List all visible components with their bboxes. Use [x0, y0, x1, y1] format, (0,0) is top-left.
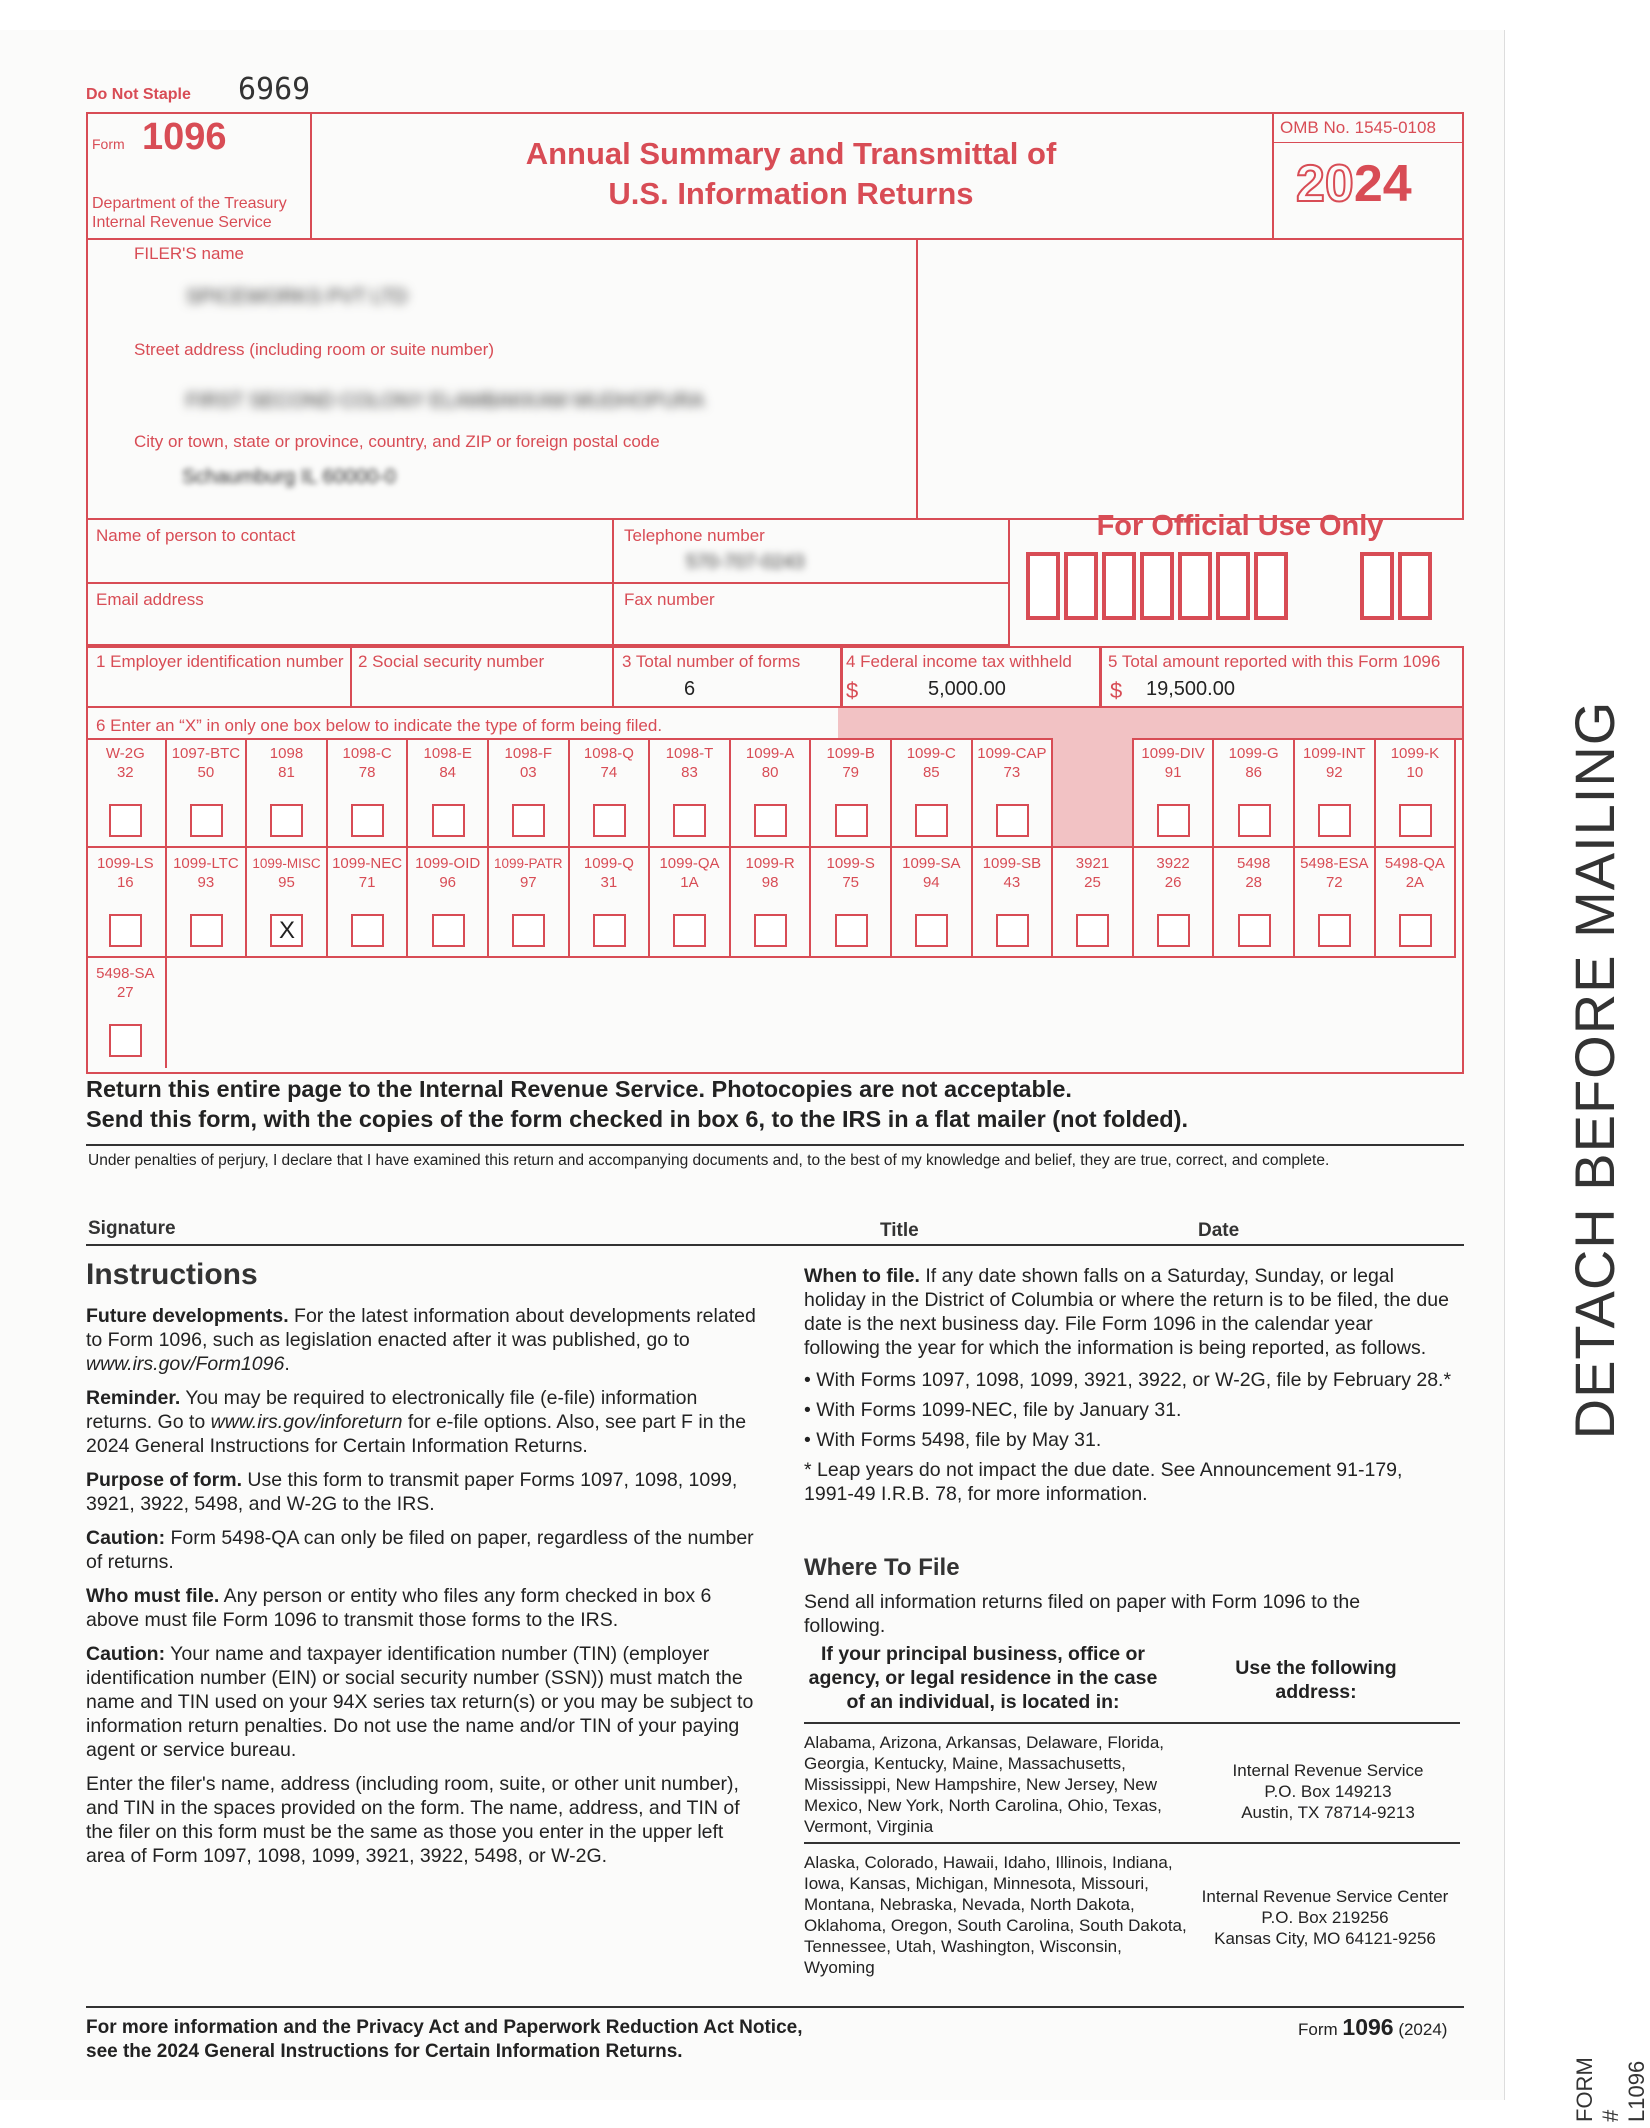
- who-must-file: [86, 1584, 762, 1632]
- form-type-code: 16: [116, 874, 134, 891]
- footer-divider: [86, 2006, 1464, 2008]
- address-2: [1180, 1886, 1470, 1949]
- privacy-line-2: see the 2024 General Instructions for Certain Information Returns.: [86, 2041, 683, 2062]
- form-type-name: 3921: [1075, 855, 1110, 872]
- form-type-code: 81: [278, 764, 295, 781]
- form-type-name: 1098-T: [665, 745, 714, 762]
- form-type-checkbox[interactable]: [1157, 914, 1190, 947]
- form-type-name: 1099-PATR: [494, 856, 563, 871]
- form-type-cell: [731, 848, 812, 958]
- form-type-name: 5498: [1237, 855, 1271, 872]
- form-type-cell: [570, 738, 651, 848]
- reminder-end: for e-file options. Also, see part F in the 2024 General Instructions for Certain Information Returns.: [86, 1411, 747, 1457]
- states-group-2: Alaska, Colorado, Hawaii, Idaho, Illinois, Indiana, Iowa, Kansas, Michigan, Minnesota, Missouri, Montana, Nebraska, Nevada, North Dakota, Oklahoma, Oregon, South Carolina, South Dakota, Tennessee, Utah, Washington, Wisconsin, Wyoming: [804, 1853, 1187, 1977]
- detach-notice: DETACH BEFORE MAILING: [1563, 700, 1626, 1440]
- form-type-checkbox[interactable]: [109, 804, 142, 837]
- caution-1-bold: Caution:: [86, 1527, 166, 1549]
- form-sheet: [0, 30, 1649, 2122]
- instructions-heading: Instructions: [86, 1258, 258, 1291]
- address-2-line-1: Internal Revenue Service Center: [1201, 1887, 1449, 1906]
- do-not-staple: Do Not Staple: [86, 86, 191, 103]
- form-type-name: 1098-F: [504, 745, 553, 762]
- filer-name-label: FILER'S name: [134, 244, 245, 263]
- form-type-name: 1099-NEC: [332, 855, 403, 872]
- form-type-cell: [731, 738, 812, 848]
- footer-form-id: [1298, 2014, 1447, 2041]
- official-box: [1102, 552, 1136, 620]
- total-amount-label: 5 Total amount reported with this Form 1096: [1108, 652, 1441, 671]
- form-type-cell: [892, 738, 973, 848]
- form-type-name: 5498-QA: [1384, 855, 1445, 872]
- form-type-checkbox[interactable]: [996, 804, 1029, 837]
- official-use-heading: For Official Use Only: [1096, 510, 1384, 542]
- form-type-checkbox[interactable]: [512, 914, 545, 947]
- form-title: [310, 134, 1272, 214]
- form-type-code: 25: [1084, 874, 1101, 891]
- form-type-name: 1098-Q: [583, 745, 634, 762]
- form-type-cell: [167, 848, 248, 958]
- form-type-name: 1098: [269, 745, 304, 762]
- states-group-1: Alabama, Arizona, Arkansas, Delaware, Florida, Georgia, Kentucky, Maine, Massachusetts, Mississippi, New Hampshire, New Jersey, New Mexico, New York, North Carolina, Ohio, Texas, Vermont, Virginia: [804, 1733, 1165, 1836]
- form-type-code: 28: [1245, 874, 1263, 891]
- department: [92, 194, 287, 232]
- form-type-cell: [86, 848, 167, 958]
- form-type-cell: [86, 958, 167, 1068]
- form-type-cell: [328, 738, 409, 848]
- form-type-name: 1099-CAP: [977, 745, 1047, 762]
- form-type-checkbox[interactable]: [593, 914, 626, 947]
- where-col1-head: If your principal business, office or agency, or legal residence in the case of an individual, is located in:: [808, 1643, 1158, 1713]
- address-1-line-3: Austin, TX 78714-9213: [1241, 1803, 1415, 1822]
- address-1: [1196, 1760, 1460, 1823]
- form-type-cell: [1214, 848, 1295, 958]
- fax-label: Fax number: [624, 590, 715, 609]
- form-type-code: 98: [761, 874, 779, 891]
- form-type-checkbox[interactable]: [835, 914, 868, 947]
- form-type-name: 1099-S: [826, 855, 875, 872]
- form-type-checkbox[interactable]: [351, 914, 384, 947]
- form-type-checkbox[interactable]: [512, 804, 545, 837]
- future-bold: Future developments.: [86, 1305, 289, 1327]
- official-box: [1254, 552, 1288, 620]
- form-type-cell: [650, 738, 731, 848]
- form-type-checkbox[interactable]: [1318, 914, 1351, 947]
- signature-label: Signature: [88, 1218, 176, 1239]
- form-type-code: 80: [761, 764, 779, 781]
- form-type-code: 43: [1003, 874, 1021, 891]
- phone-label: Telephone number: [624, 526, 765, 545]
- form-type-name: 5498-SA: [96, 965, 155, 982]
- send-notice: Send this form, with the copies of the form checked in box 6, to the IRS in a flat mailer (not folded).: [86, 1106, 1188, 1132]
- form-type-cell: [1376, 738, 1457, 848]
- department-line-2: Internal Revenue Service: [92, 214, 272, 231]
- caution-2: [86, 1642, 762, 1762]
- form-type-checkbox[interactable]: [673, 914, 706, 947]
- form-type-checkbox[interactable]: [1157, 804, 1190, 837]
- where-to-file-text: Send all information returns filed on paper with Form 1096 to the following.: [804, 1591, 1361, 1637]
- divider: [86, 1144, 1464, 1146]
- caution-2-text: Your name and taxpayer identification number (TIN) (employer identification number (EIN) or social security number (SSN)) must match the name and TIN used on your 94X series tax return(s) or you may be subject to information return penalties. Do not use the name and/or TIN of your paying agent or service bureau.: [86, 1643, 754, 1761]
- reminder-text: You may be required to electronically file (e-file) information returns. Go to: [86, 1387, 698, 1433]
- form-type-checkbox[interactable]: [996, 914, 1029, 947]
- form-type-code: 96: [439, 874, 457, 891]
- form-type-code: 91: [1164, 764, 1182, 781]
- form-type-checkbox[interactable]: [1238, 804, 1271, 837]
- form-type-cell: [489, 738, 570, 848]
- when-text: If any date shown falls on a Saturday, Sunday, or legal holiday in the District of Columbia or where the return is to be filed, the due date is the next business day. File Form 1096 in the calendar year following the year for which the information is being reported, as follows.: [804, 1265, 1449, 1359]
- where-col2-head: Use the following address:: [1235, 1657, 1397, 1703]
- form-type-cell: [811, 848, 892, 958]
- form-type-cell: [247, 848, 328, 958]
- perjury-statement: Under penalties of perjury, I declare that I have examined this return and accompanying documents and, to the best of my knowledge and belief, they are true, correct, and complete.: [88, 1152, 1330, 1169]
- form-type-cell: [489, 848, 570, 958]
- privacy-line-1: For more information and the Privacy Act and Paperwork Reduction Act Notice,: [86, 2017, 803, 2038]
- form-type-code: 03: [519, 764, 537, 781]
- form-type-cell: [973, 848, 1054, 958]
- form-type-code: 1A: [680, 874, 699, 891]
- tax-year: [1296, 154, 1412, 214]
- form-type-name: 1099-K: [1390, 745, 1440, 762]
- privacy-notice: [86, 2016, 803, 2064]
- form-type-checkbox[interactable]: [673, 804, 706, 837]
- phone-value[interactable]: 570-707-0243: [686, 552, 805, 573]
- future-link[interactable]: www.irs.gov/Form1096: [86, 1353, 285, 1375]
- contact-name-label: Name of person to contact: [96, 526, 296, 545]
- form-type-cell: [650, 848, 731, 958]
- department-line-1: Department of the Treasury: [92, 195, 287, 212]
- form-type-code: 97: [519, 874, 537, 891]
- where-divider-1: [804, 1722, 1460, 1724]
- form-type-name: 1098-C: [342, 745, 392, 762]
- form-type-cell: [1376, 848, 1457, 958]
- total-amount-value[interactable]: 19,500.00: [1146, 678, 1235, 700]
- omb-number: OMB No. 1545-0108: [1280, 118, 1436, 137]
- caution-2-bold: Caution:: [86, 1643, 166, 1665]
- form-type-cell: [167, 738, 248, 848]
- leap-note: * Leap years do not impact the due date. See Announcement 91-179, 1991-49 I.R.B. 78, for more information.: [804, 1459, 1403, 1505]
- form-type-cell: [328, 848, 409, 958]
- address-1-line-2: P.O. Box 149213: [1264, 1782, 1392, 1801]
- form-type-checkbox[interactable]: [1399, 914, 1432, 947]
- instructions-right: [804, 1264, 1452, 1514]
- form-type-code: 74: [600, 764, 618, 781]
- form-type-checkbox[interactable]: [1076, 914, 1109, 947]
- total-amount-currency: $: [1110, 678, 1123, 703]
- form-type-code: 78: [358, 764, 376, 781]
- signature-line[interactable]: [86, 1244, 1464, 1246]
- form-type-name: 1099-OID: [415, 855, 481, 872]
- form-type-checkbox[interactable]: [915, 804, 948, 837]
- form-type-name: 1099-LS: [96, 855, 154, 872]
- notice-block: [86, 1074, 1188, 1134]
- due-bullet-1: • With Forms 1097, 1098, 1099, 3921, 3922, or W-2G, file by February 28.*: [804, 1369, 1452, 1391]
- form-type-name: 1099-R: [745, 855, 795, 872]
- purpose-bold: Purpose of form.: [86, 1469, 243, 1491]
- official-box: [1064, 552, 1098, 620]
- future-developments: [86, 1304, 762, 1376]
- form-type-name: 3922: [1156, 855, 1190, 872]
- form-type-name: 1099-A: [745, 745, 795, 762]
- when-to-file: [804, 1264, 1452, 1360]
- form-type-checkbox[interactable]: [190, 914, 223, 947]
- form-type-code: 31: [600, 874, 618, 891]
- form-type-cell: [1214, 738, 1295, 848]
- address-2-line-2: P.O. Box 219256: [1261, 1908, 1389, 1927]
- form-type-cell: [86, 738, 167, 848]
- due-bullet-3: • With Forms 5498, file by May 31.: [804, 1429, 1102, 1451]
- footer-form-prefix: Form: [1298, 2020, 1338, 2039]
- address-1-line-1: Internal Revenue Service: [1232, 1761, 1424, 1780]
- form-type-code: 73: [1003, 764, 1021, 781]
- form-type-name: 1099-SB: [982, 855, 1042, 872]
- form-type-checkbox[interactable]: [109, 1024, 142, 1057]
- who-bold: Who must file.: [86, 1585, 220, 1607]
- date-label: Date: [1198, 1220, 1240, 1241]
- email-label: Email address: [96, 590, 204, 609]
- address-2-line-3: Kansas City, MO 64121-9256: [1214, 1929, 1436, 1948]
- caution-1: [86, 1526, 762, 1574]
- form-type-cell: [973, 738, 1054, 848]
- form-type-code: 84: [439, 764, 457, 781]
- form-type-name: 1099-DIV: [1141, 745, 1205, 762]
- street-value[interactable]: FIRST SECOND COLONY ELAMBAKKAM MUDHOPURA: [186, 390, 705, 412]
- form-type-name: 1099-LTC: [173, 855, 239, 872]
- form-type-cell: [408, 848, 489, 958]
- form-type-code: 50: [197, 764, 215, 781]
- form-type-name: 1099-B: [826, 745, 875, 762]
- year-outline: 20: [1296, 155, 1354, 213]
- form-type-code: 92: [1325, 764, 1343, 781]
- street-label: Street address (including room or suite number): [134, 340, 494, 359]
- footer-form-year: (2024): [1398, 2020, 1448, 2039]
- form-type-checkbox[interactable]: [109, 914, 142, 947]
- form-type-name: W-2G: [105, 745, 145, 762]
- fed-tax-value[interactable]: 5,000.00: [928, 678, 1006, 700]
- official-box: [1216, 552, 1250, 620]
- caution-1-text: Form 5498-QA can only be filed on paper, regardless of the number of returns.: [86, 1527, 754, 1573]
- box-6-shade: [838, 708, 1462, 738]
- form-type-code: 83: [681, 764, 698, 781]
- form-type-code: 72: [1325, 874, 1343, 891]
- official-box: [1178, 552, 1212, 620]
- ssn-label: 2 Social security number: [358, 652, 545, 671]
- form-type-checkbox[interactable]: [432, 804, 465, 837]
- form-type-code: 95: [278, 874, 295, 891]
- form-type-code: 86: [1245, 764, 1263, 781]
- form-type-checkbox[interactable]: [835, 804, 868, 837]
- footer-form-number: 1096: [1342, 2014, 1394, 2040]
- form-type-checkbox[interactable]: X: [270, 914, 303, 947]
- form-type-checkbox[interactable]: [351, 804, 384, 837]
- form-type-name: 5498-ESA: [1300, 855, 1369, 872]
- form-type-code: 93: [197, 874, 215, 891]
- form-type-name: 1099-QA: [659, 855, 720, 872]
- title-label: Title: [880, 1220, 919, 1241]
- year-bold: 24: [1353, 155, 1412, 213]
- form-type-cell: [1295, 848, 1376, 958]
- official-box: [1398, 552, 1432, 620]
- form-type-code: 94: [922, 874, 940, 891]
- total-forms-label: 3 Total number of forms: [622, 652, 801, 671]
- form-type-checkbox[interactable]: [270, 804, 303, 837]
- side-form-code: FORM # L1096: [1572, 2057, 1649, 2122]
- form-number: 1096: [142, 116, 227, 158]
- reminder: [86, 1386, 762, 1458]
- form-type-cell: [811, 738, 892, 848]
- form-type-name: 1099-INT: [1303, 745, 1366, 762]
- form-type-name: 1097-BTC: [171, 745, 241, 762]
- form-type-code: 10: [1406, 764, 1424, 781]
- filer-name-value[interactable]: SPICEWORKS PVT LTD: [186, 286, 408, 308]
- form-type-cell: [570, 848, 651, 958]
- form-type-code: 27: [116, 984, 134, 1001]
- enter-filer: Enter the filer's name, address (including room, suite, or other unit number), and TIN in the spaces provided on the form. The name, address, and TIN of the filer on this form must be the same as those you enter in the upper left area of Form 1097, 1098, 1099, 3921, 3922, 5498, or W-2G.: [86, 1773, 740, 1867]
- fed-tax-currency: $: [846, 678, 859, 703]
- form-type-cell: [408, 738, 489, 848]
- instructions-left: [86, 1304, 762, 1868]
- city-label: City or town, state or province, country, and ZIP or foreign postal code: [134, 432, 660, 451]
- official-box: [1360, 552, 1394, 620]
- official-box: [1026, 552, 1060, 620]
- form-prefix: Form: [92, 136, 125, 152]
- form-type-checkbox[interactable]: [1399, 804, 1432, 837]
- title-line-1: Annual Summary and Transmittal of: [525, 136, 1057, 171]
- return-notice: Return this entire page to the Internal Revenue Service. Photocopies are not acceptable.: [86, 1076, 1072, 1102]
- form-type-name: 1099-MISC: [252, 856, 321, 871]
- purpose: [86, 1468, 762, 1516]
- future-end: .: [284, 1353, 290, 1375]
- form-type-code: 71: [358, 874, 376, 891]
- ein-label: 1 Employer identification number: [96, 652, 344, 671]
- fed-tax-label: 4 Federal income tax withheld: [846, 652, 1072, 671]
- form-type-cell: [1134, 848, 1215, 958]
- form-type-checkbox[interactable]: [190, 804, 223, 837]
- purpose-text: Use this form to transmit paper Forms 1097, 1098, 1099, 3921, 3922, 5498, and W-2G to the IRS.: [86, 1469, 738, 1515]
- form-type-name: 1099-Q: [583, 855, 634, 872]
- form-type-cell: [1134, 738, 1215, 848]
- form-type-checkbox[interactable]: [432, 914, 465, 947]
- form-type-checkbox[interactable]: [1318, 804, 1351, 837]
- title-line-2: U.S. Information Returns: [608, 176, 974, 211]
- handwritten-code: 6969: [238, 72, 311, 107]
- form-type-name: 1099-C: [906, 745, 956, 762]
- where-to-file-heading: Where To File: [804, 1554, 960, 1581]
- city-value[interactable]: Schaumburg IL 60000-0: [182, 466, 396, 488]
- official-box: [1140, 552, 1174, 620]
- reminder-bold: Reminder.: [86, 1387, 181, 1409]
- form-type-cell: [1295, 738, 1376, 848]
- form-type-cell: [892, 848, 973, 958]
- future-text: For the latest information about developments related to Form 1096, such as legislation enacted after it was published, go to: [86, 1305, 756, 1351]
- form-type-checkbox[interactable]: [593, 804, 626, 837]
- form-type-code: 79: [842, 764, 860, 781]
- form-type-code: 26: [1164, 874, 1182, 891]
- reminder-link[interactable]: www.irs.gov/inforeturn: [210, 1411, 403, 1433]
- form-type-cell: [1053, 848, 1134, 958]
- box-6-label: 6 Enter an “X” in only one box below to indicate the type of form being filed.: [96, 716, 663, 735]
- form-type-name: 1099-SA: [902, 855, 961, 872]
- due-bullet-2: • With Forms 1099-NEC, file by January 31.: [804, 1399, 1182, 1421]
- form-type-checkbox[interactable]: [754, 914, 787, 947]
- form-type-checkbox[interactable]: [754, 804, 787, 837]
- form-type-code: 2A: [1405, 874, 1425, 891]
- form-type-code: 85: [922, 764, 940, 781]
- form-type-code: 75: [842, 874, 860, 891]
- form-type-name: 1099-G: [1228, 745, 1279, 762]
- form-type-cell: [247, 738, 328, 848]
- where-divider-2: [804, 1842, 1460, 1844]
- form-type-checkbox[interactable]: [915, 914, 948, 947]
- form-type-checkbox[interactable]: [1238, 914, 1271, 947]
- form-type-name: 1098-E: [423, 745, 472, 762]
- shaded-cell: [1053, 738, 1134, 848]
- when-bold: When to file.: [804, 1265, 920, 1287]
- total-forms-value[interactable]: 6: [684, 678, 696, 700]
- who-text: Any person or entity who files any form checked in box 6 above must file Form 1096 to transmit those forms to the IRS.: [86, 1585, 712, 1631]
- form-type-code: 32: [116, 764, 134, 781]
